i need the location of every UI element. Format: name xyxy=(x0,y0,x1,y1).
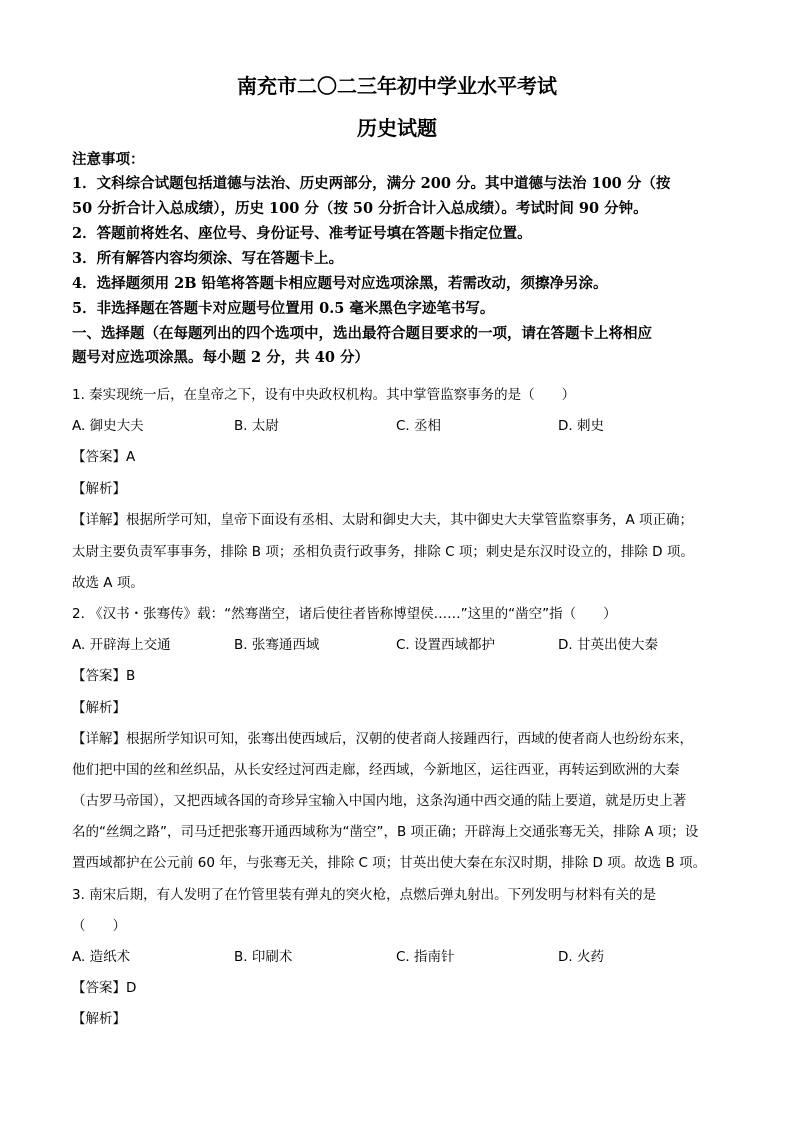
question-2-stem: 2. 《汉书・张骞传》载：“然骞凿空，诸后使往者皆称博望侯……”这里的“凿空”指（ ） xyxy=(72,606,617,622)
q1-option-d: D. 刺史 xyxy=(558,418,604,434)
q3-option-d: D. 火药 xyxy=(558,949,604,965)
page-title: 南充市二〇二三年初中学业水平考试 xyxy=(237,74,557,98)
q1-detail: 太尉主要负责军事事务，排除 B 项；丞相负责行政事务，排除 C 项；刺史是东汉时设立的，排除 D 项。 xyxy=(72,544,694,560)
notice-line: 3．所有解答内容均须涂、写在答题卡上。 xyxy=(72,250,344,267)
section-heading: 一、选择题（在每题列出的四个选项中，选出最符合题目要求的一项，请在答题卡上将相应 xyxy=(72,325,652,342)
q3-option-b: B. 印刷术 xyxy=(234,949,293,965)
q2-detail: 【详解】根据所学知识可知，张骞出使西域后，汉朝的使者商人接踵西行，西域的使者商人也纷纷东来， xyxy=(72,731,693,747)
q1-option-b: B. 太尉 xyxy=(234,418,279,434)
q3-option-c: C. 指南针 xyxy=(396,949,455,965)
q2-detail: 名的“丝绸之路”，司马迁把张骞开通西域称为“凿空”，B 项正确；开辟海上交通张骞无关，排除 A 项；设 xyxy=(72,824,699,840)
notice-line: 2．答题前将姓名、座位号、身份证号、准考证号填在答题卡指定位置。 xyxy=(72,225,532,242)
notice-line: 4．选择题须用 2B 铅笔将答题卡相应题号对应选项涂黑，若需改动，须擦净另涂。 xyxy=(72,275,608,292)
q2-option-b: B. 张骞通西域 xyxy=(234,637,320,653)
notice-line: 1．文科综合试题包括道德与法治、历史两部分，满分 200 分。其中道德与法治 100 分（按 xyxy=(72,175,671,192)
q1-option-c: C. 丞相 xyxy=(396,418,442,434)
notice-line: 50 分折合计入总成绩），历史 100 分（按 50 分折合计入总成绩）。考试时间 90 分钟。 xyxy=(72,200,648,217)
q3-answer: 【答案】D xyxy=(72,980,137,996)
q1-option-a: A. 御史大夫 xyxy=(72,418,144,434)
q2-detail: 置西域都护在公元前 60 年，与张骞无关，排除 C 项；甘英出使大秦在东汉时期，排除 D 项。故选 B 项。 xyxy=(72,855,707,871)
q2-option-d: D. 甘英出使大秦 xyxy=(558,637,658,653)
notice-heading: 注意事项： xyxy=(72,151,145,168)
q1-detail: 故选 A 项。 xyxy=(72,575,144,591)
question-1-stem: 1. 秦实现统一后，在皇帝之下，设有中央政权机构。其中掌管监察事务的是（ ） xyxy=(72,387,576,403)
page-subtitle: 历史试题 xyxy=(357,116,437,140)
q2-detail: 他们把中国的丝和丝织品，从长安经过河西走廊，经西域，今新地区，运往西亚，再转运到欧洲的大秦 xyxy=(72,762,680,778)
q1-analysis: 【解析】 xyxy=(72,481,126,497)
question-3-stem: 3. 南宋后期，有人发明了在竹管里装有弹丸的突火枪，点燃后弹丸射出。下列发明与材料有关的是 xyxy=(72,887,657,903)
question-3-stem-cont: （ ） xyxy=(72,918,126,934)
q1-detail: 【详解】根据所学可知，皇帝下面设有丞相、太尉和御史大夫，其中御史大夫掌管监察事务，A 项正确； xyxy=(72,512,694,528)
q3-analysis: 【解析】 xyxy=(72,1011,126,1027)
notice-line: 5．非选择题在答题卡对应题号位置用 0.5 毫米黑色字迹笔书写。 xyxy=(72,300,495,317)
q2-option-a: A. 开辟海上交通 xyxy=(72,637,171,653)
q3-option-a: A. 造纸术 xyxy=(72,949,131,965)
q2-answer: 【答案】B xyxy=(72,668,136,684)
q1-answer: 【答案】A xyxy=(72,449,136,465)
q2-analysis: 【解析】 xyxy=(72,700,126,716)
q2-detail: （古罗马帝国），又把西域各国的奇珍异宝输入中国内地，这条沟通中西交通的陆上要道，就是历史上著 xyxy=(72,793,687,809)
section-heading-cont: 题号对应选项涂黑。每小题 2 分，共 40 分） xyxy=(72,349,369,366)
q2-option-c: C. 设置西域都护 xyxy=(396,637,496,653)
